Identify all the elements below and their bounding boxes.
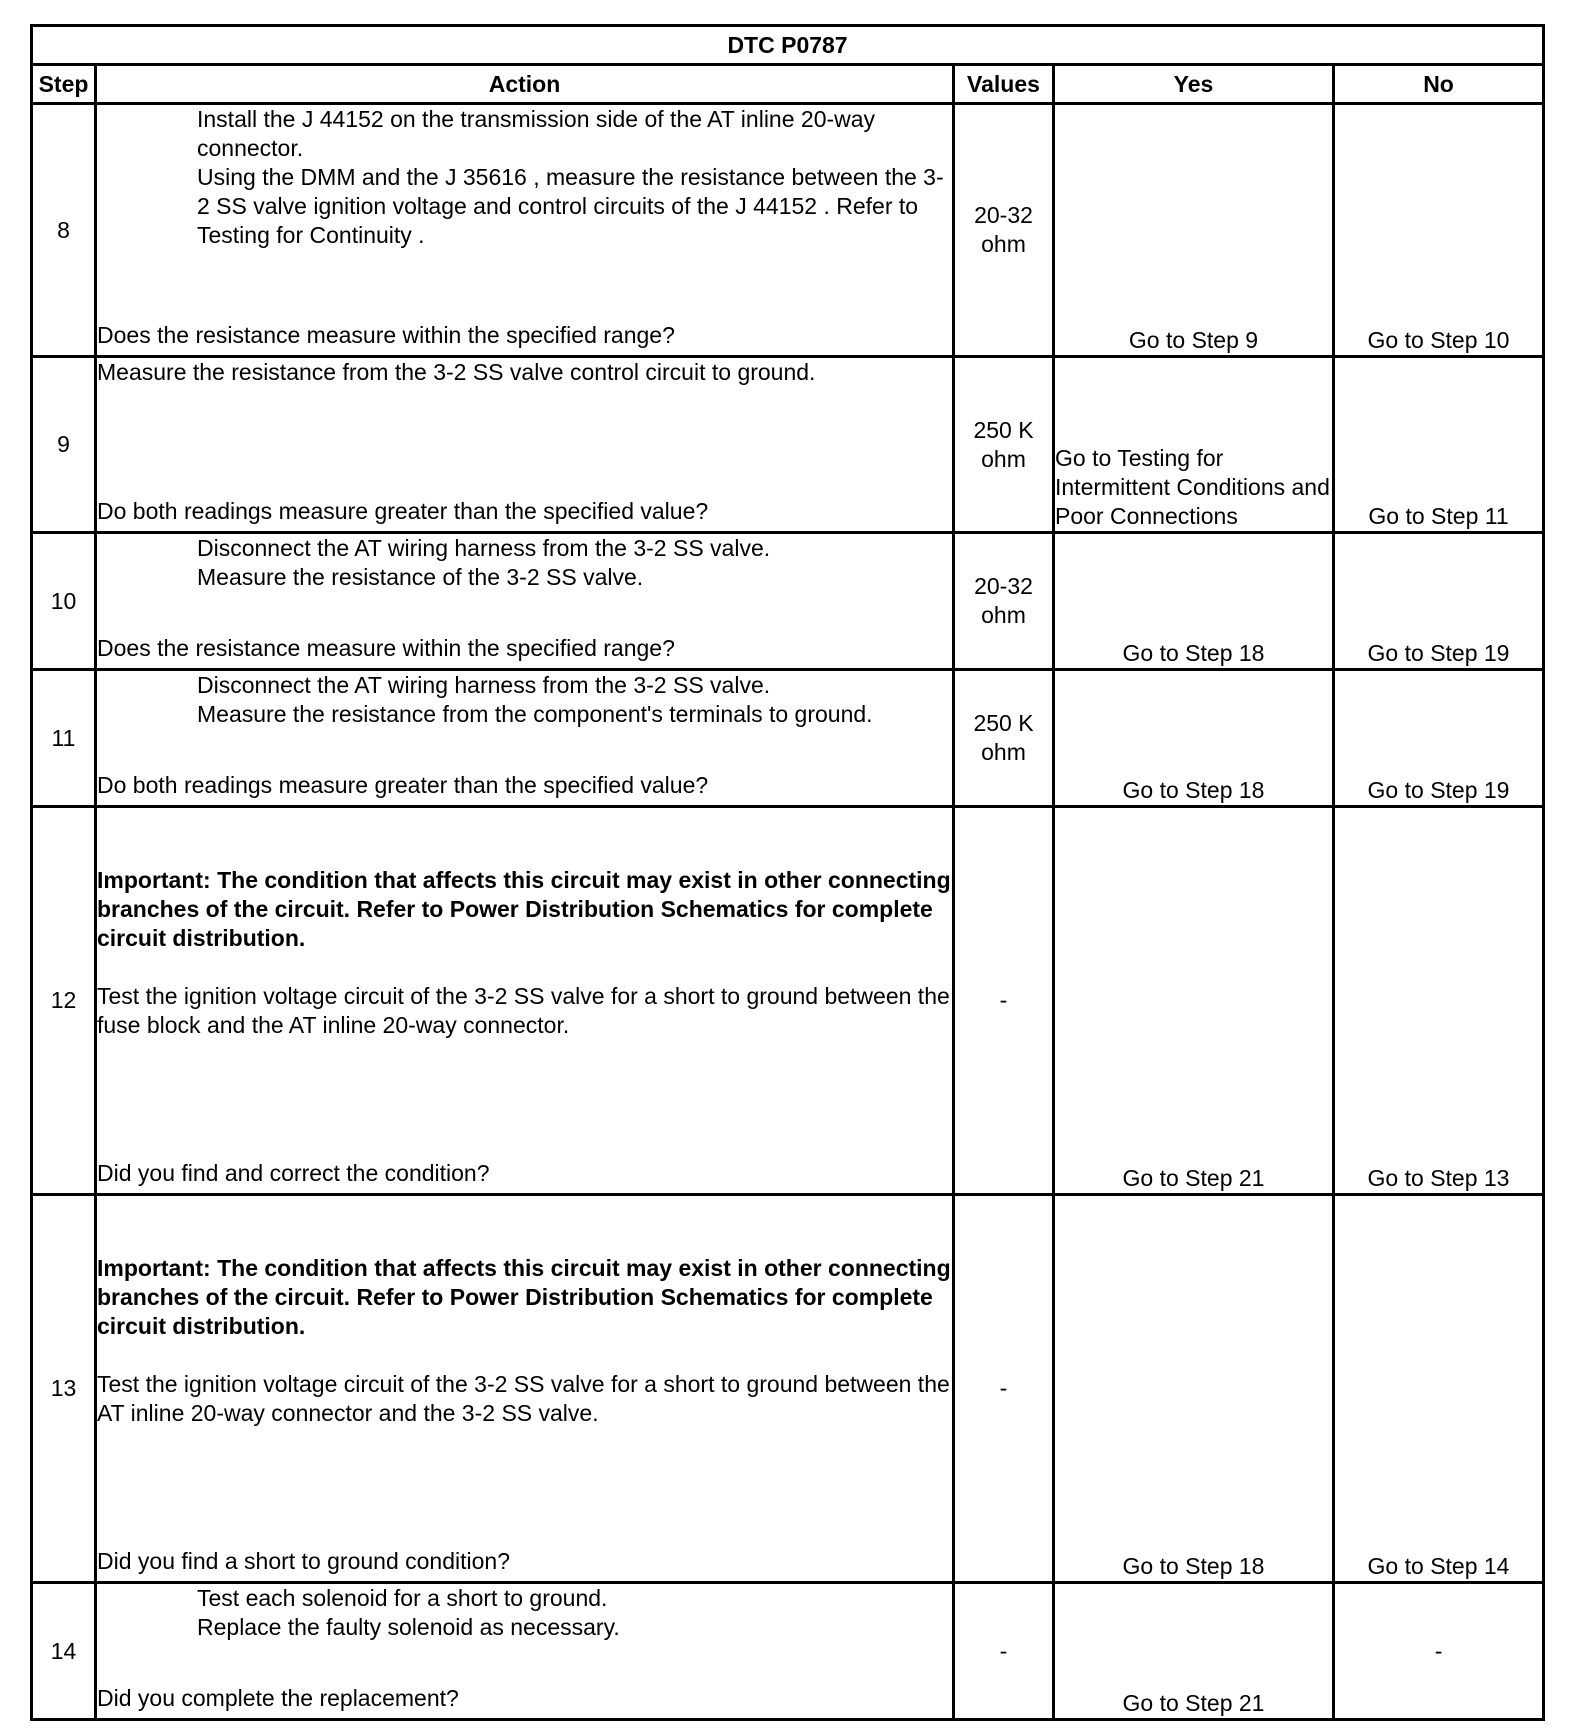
action-question: Does the resistance measure within the specified range?	[97, 635, 675, 661]
action-line: Disconnect the AT wiring harness from the 3-2 SS valve.	[197, 535, 771, 561]
action-cell	[96, 670, 954, 807]
action-line: Install the J 44152 on the transmission side of the AT inline 20-way connector.	[197, 106, 876, 161]
value-cell: 250 K ohm	[954, 357, 1054, 533]
table-row	[32, 533, 1544, 670]
table-title-row	[32, 26, 1544, 65]
yes-cell: Go to Step 18	[1054, 533, 1334, 670]
step-number: 12	[32, 807, 96, 1195]
header-step: Step	[32, 65, 96, 104]
no-cell: Go to Step 11	[1334, 357, 1544, 533]
table-row	[32, 1195, 1544, 1583]
yes-cell: Go to Testing for Intermittent Conditions and Poor Connections	[1054, 357, 1334, 533]
action-line: Replace the faulty solenoid as necessary.	[197, 1614, 620, 1640]
action-question: Do both readings measure greater than the specified value?	[97, 772, 709, 798]
yes-cell: Go to Step 18	[1054, 1195, 1334, 1583]
action-line: Using the DMM and the J 35616 , measure the resistance between the 3-2 SS valve ignition voltage and control circuits of the J 44152 . Refer to Testing for Continuity .	[197, 164, 944, 248]
yes-cell: Go to Step 21	[1054, 1583, 1334, 1720]
action-line: Measure the resistance from the 3-2 SS valve control circuit to ground.	[97, 359, 816, 385]
action-line: Measure the resistance of the 3-2 SS valve.	[197, 564, 644, 590]
table-row	[32, 807, 1544, 1195]
step-number: 9	[32, 357, 96, 533]
yes-cell: Go to Step 9	[1054, 104, 1334, 357]
action-cell	[96, 807, 954, 1195]
step-number: 13	[32, 1195, 96, 1583]
step-number: 11	[32, 670, 96, 807]
action-question: Did you complete the replacement?	[97, 1685, 459, 1711]
table-row	[32, 357, 1544, 533]
no-cell: Go to Step 19	[1334, 670, 1544, 807]
header-action: Action	[96, 65, 954, 104]
action-question: Did you find a short to ground condition?	[97, 1548, 510, 1574]
step-number: 14	[32, 1583, 96, 1720]
action-line: Measure the resistance from the component's terminals to ground.	[197, 701, 873, 727]
value-cell: 20-32 ohm	[954, 104, 1054, 357]
dtc-table	[30, 24, 1545, 1721]
important-note: Important: The condition that affects this circuit may exist in other connecting branches of the circuit. Refer to Power Distribution Schematics for complete circuit distribution.	[97, 1255, 951, 1339]
table-row	[32, 1583, 1544, 1720]
step-number: 8	[32, 104, 96, 357]
action-cell	[96, 1583, 954, 1720]
value-cell: 250 K ohm	[954, 670, 1054, 807]
action-cell	[96, 1195, 954, 1583]
action-line: Test the ignition voltage circuit of the 3-2 SS valve for a short to ground between the AT inline 20-way connector and the 3-2 SS valve.	[97, 1371, 950, 1426]
no-cell: Go to Step 10	[1334, 104, 1544, 357]
value-cell: -	[954, 807, 1054, 1195]
value-cell: 20-32 ohm	[954, 533, 1054, 670]
action-question: Do both readings measure greater than the specified value?	[97, 498, 709, 524]
action-cell	[96, 533, 954, 670]
yes-cell: Go to Step 21	[1054, 807, 1334, 1195]
important-note: Important: The condition that affects this circuit may exist in other connecting branches of the circuit. Refer to Power Distribution Schematics for complete circuit distribution.	[97, 867, 951, 951]
action-line: Test each solenoid for a short to ground.	[197, 1585, 608, 1611]
table-row	[32, 104, 1544, 357]
header-no: No	[1334, 65, 1544, 104]
action-question: Did you find and correct the condition?	[97, 1160, 490, 1186]
action-line: Test the ignition voltage circuit of the 3-2 SS valve for a short to ground between the fuse block and the AT inline 20-way connector.	[97, 983, 950, 1038]
yes-cell: Go to Step 18	[1054, 670, 1334, 807]
no-cell: Go to Step 13	[1334, 807, 1544, 1195]
header-values: Values	[954, 65, 1054, 104]
no-cell: -	[1334, 1583, 1544, 1720]
action-cell	[96, 357, 954, 533]
header-yes: Yes	[1054, 65, 1334, 104]
table-title: DTC P0787	[32, 26, 1544, 65]
value-cell: -	[954, 1195, 1054, 1583]
no-cell: Go to Step 19	[1334, 533, 1544, 670]
step-number: 10	[32, 533, 96, 670]
value-cell: -	[954, 1583, 1054, 1720]
table-header-row	[32, 65, 1544, 104]
no-cell: Go to Step 14	[1334, 1195, 1544, 1583]
action-line: Disconnect the AT wiring harness from the 3-2 SS valve.	[197, 672, 771, 698]
action-question: Does the resistance measure within the specified range?	[97, 322, 675, 348]
table-row	[32, 670, 1544, 807]
action-cell	[96, 104, 954, 357]
